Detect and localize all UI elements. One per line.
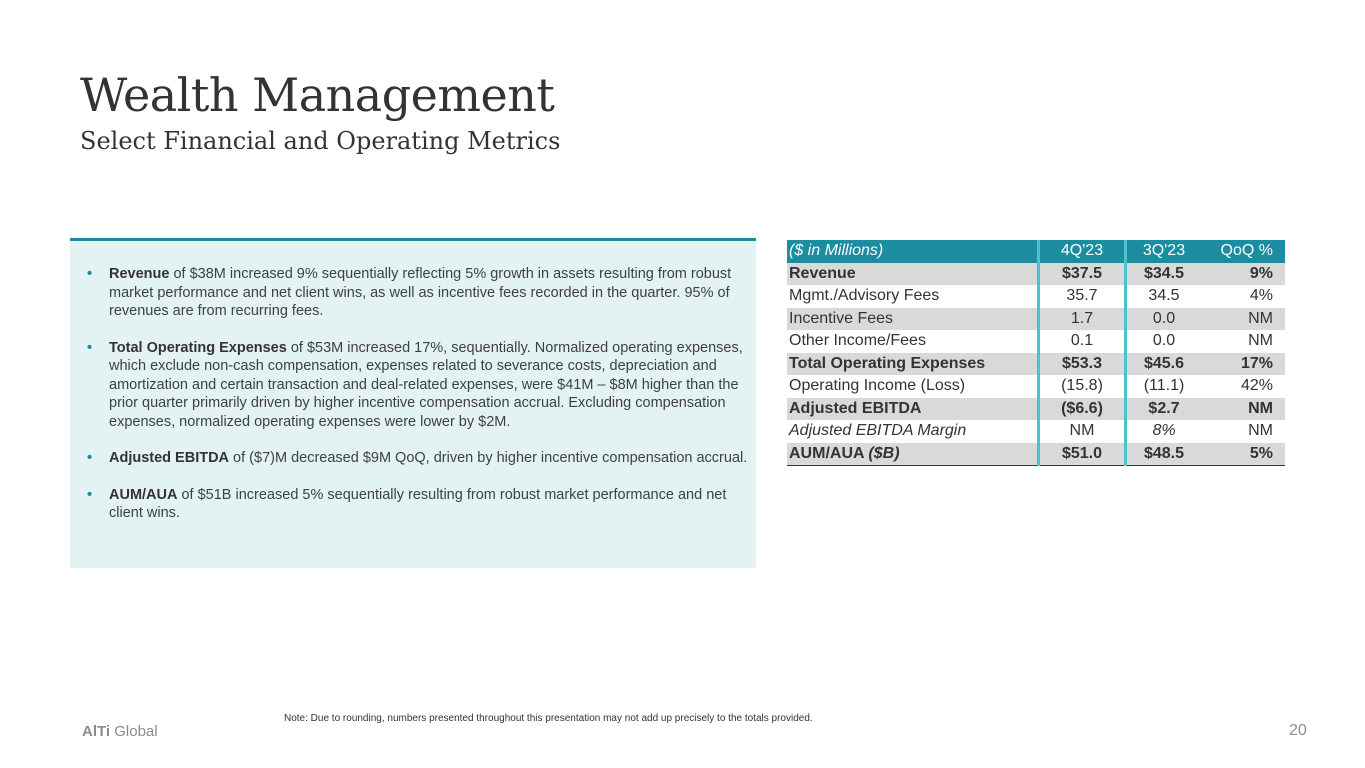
bullet-heading: Adjusted EBITDA	[109, 450, 230, 466]
commentary-bullets	[70, 241, 756, 523]
bullet-heading: Total Operating Expenses	[109, 339, 287, 356]
row-label: Other Income/Fees	[789, 332, 926, 350]
footnote: Note: Due to rounding, numbers presented throughout this presentation may not add up precisely to the totals provided.	[284, 713, 813, 724]
bullet-text: of $53M increased 17%, sequentially. Normalized operating expenses, which exclude non-cash compensation, expenses related to severance costs, depreciation and amortization and certain transaction and deal-related expenses, were $41M – $8M higher than the prior quarter primarily driven by higher incentive compensation accrual. Excluding compensation expenses, normalized operating expenses were lower by $2M.	[109, 339, 743, 430]
table-header-row	[787, 240, 1285, 263]
table-row-adjusted-ebitda	[787, 398, 1285, 421]
cell-qoq: NM	[1201, 308, 1285, 331]
cell-3q23: (11.1)	[1126, 375, 1202, 398]
row-label: Incentive Fees	[787, 308, 1039, 331]
bullet-adjusted-ebitda	[70, 449, 756, 468]
table-row-revenue	[787, 263, 1285, 286]
header-qoq: QoQ %	[1201, 240, 1285, 263]
row-label	[787, 443, 1039, 466]
bullet-heading: AUM/AUA	[109, 486, 178, 503]
cell-qoq: 42%	[1240, 377, 1273, 395]
slide-title: Wealth Management	[80, 68, 555, 122]
cell-qoq: 9%	[1201, 263, 1285, 286]
cell-3q23: 34.5	[1126, 285, 1202, 308]
page-number: 20	[1289, 722, 1307, 739]
cell-4q23: $37.5	[1039, 263, 1126, 286]
cell-3q23: $48.5	[1126, 443, 1202, 466]
cell-3q23: 0.0	[1126, 308, 1202, 331]
cell-qoq: NM	[1248, 332, 1273, 350]
header-4q23: 4Q'23	[1039, 240, 1126, 263]
table-row-aum-aua	[787, 443, 1285, 466]
cell-3q23: 0.0	[1126, 330, 1202, 353]
metrics-table	[787, 240, 1285, 466]
row-label: Revenue	[787, 263, 1039, 286]
cell-4q23: NM	[1039, 420, 1126, 443]
table-row-other-income	[787, 330, 1285, 353]
bullet-aum-aua	[70, 486, 756, 523]
row-label-units: ($B)	[868, 444, 900, 462]
header-3q23: 3Q'23	[1126, 240, 1202, 263]
row-label: Total Operating Expenses	[787, 353, 1039, 376]
cell-qoq: 4%	[1249, 287, 1273, 305]
bullet-dot-icon: •	[87, 450, 93, 466]
bullet-dot-icon: •	[87, 266, 93, 282]
row-label: Adjusted EBITDA Margin	[789, 422, 967, 440]
bullet-text: of $38M increased 9% sequentially reflecting 5% growth in assets resulting from robust market performance and net client wins, as well as incentive fees recorded in the quarter. 95% of revenues are from recurring fees.	[109, 266, 732, 319]
brand-name-bold: AlTi	[82, 723, 111, 740]
table-row-mgmt-fees	[787, 285, 1285, 308]
row-label: Operating Income (Loss)	[789, 377, 966, 395]
table-row-total-opex	[787, 353, 1285, 376]
cell-qoq: 5%	[1201, 443, 1285, 466]
cell-4q23: $53.3	[1039, 353, 1126, 376]
table-row-operating-income	[787, 375, 1285, 398]
bullet-dot-icon: •	[87, 339, 93, 356]
cell-3q23: $45.6	[1126, 353, 1202, 376]
header-units: ($ in Millions)	[787, 240, 1039, 263]
bullet-text: of ($7)M decreased $9M QoQ, driven by higher incentive compensation accrual.	[229, 450, 748, 466]
bullet-text: of $51B increased 5% sequentially resulting from robust market performance and net client wins.	[109, 486, 727, 521]
row-label: Mgmt./Advisory Fees	[789, 287, 940, 305]
cell-4q23: $51.0	[1039, 443, 1126, 466]
cell-3q23: $34.5	[1126, 263, 1202, 286]
commentary-panel	[70, 238, 756, 568]
cell-qoq: 17%	[1201, 353, 1285, 376]
cell-4q23: 1.7	[1039, 308, 1126, 331]
table-row-ebitda-margin	[787, 420, 1285, 443]
row-label: Adjusted EBITDA	[787, 398, 1039, 421]
brand-logo	[82, 723, 158, 740]
slide-subtitle: Select Financial and Operating Metrics	[80, 127, 561, 155]
table-row-incentive-fees	[787, 308, 1285, 331]
bullet-heading: Revenue	[109, 266, 170, 282]
cell-4q23: (15.8)	[1039, 375, 1126, 398]
brand-name-rest: Global	[110, 723, 158, 740]
cell-3q23: 8%	[1126, 420, 1202, 443]
cell-qoq: NM	[1201, 398, 1285, 421]
cell-qoq: NM	[1248, 422, 1273, 440]
cell-4q23: ($6.6)	[1039, 398, 1126, 421]
cell-3q23: $2.7	[1126, 398, 1202, 421]
bullet-operating-expenses	[70, 339, 756, 432]
cell-4q23: 35.7	[1039, 285, 1126, 308]
bullet-dot-icon: •	[87, 486, 93, 503]
cell-4q23: 0.1	[1039, 330, 1126, 353]
bullet-revenue	[70, 265, 756, 321]
row-label-text: AUM/AUA	[789, 444, 864, 462]
